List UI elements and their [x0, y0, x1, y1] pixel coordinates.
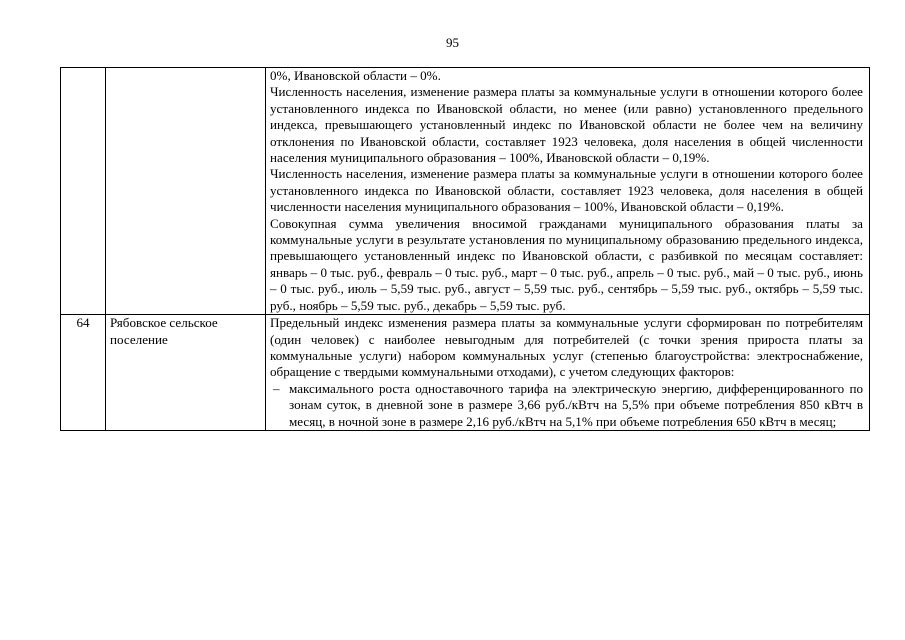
- municipality-name-cell: Рябовское сельское поселение: [106, 315, 266, 431]
- table-row: [61, 315, 870, 431]
- row-number-cell: [61, 68, 106, 315]
- paragraph: Численность населения, изменение размера платы за коммунальные услуги в отношении которого более установленного индекса по Ивановской области, составляет 1923 человека, доля населения в общей численности населения муниципального образования – 100%, Ивановской области – 0,19%.: [270, 166, 863, 215]
- table-row: [61, 68, 870, 315]
- paragraph: Численность населения, изменение размера платы за коммунальные услуги в отношении которого более установленного индекса по Ивановской области, но менее (или равно) установленного предельного индекса, превышающего установленный индекс по Ивановской области не более чем на величину отклонения по Ивановской области, составляет 1923 человека, доля населения в общей численности населения муниципального образования – 100%, Ивановской области – 0,19%.: [270, 84, 863, 166]
- list-item: [270, 381, 863, 430]
- paragraph: 0%, Ивановской области – 0%.: [270, 68, 441, 83]
- row-number-cell: 64: [61, 315, 106, 431]
- document-table: [60, 67, 870, 431]
- description-cell: [266, 315, 870, 431]
- paragraph: Предельный индекс изменения размера платы за коммунальные услуги сформирован по потребителям (один человек) с наиболее невыгодным для потребителей (с точки зрения прироста платы за коммунальные услуги) набором коммунальных услуг (степенью благоустройства: электроснабжение, обращение с твердыми коммунальными отходами), с учетом следующих факторов:: [270, 315, 863, 380]
- description-cell: [266, 68, 870, 315]
- municipality-name-cell: [106, 68, 266, 315]
- list-dash: –: [273, 380, 280, 396]
- list-item-text: максимального роста одноставочного тарифа на электрическую энергию, дифференцированного по зонам суток, в дневной зоне в размере 3,66 руб./кВтч на 5,5% при объеме потребления 850 кВтч в месяц, в ночной зоне в размере 2,16 руб./кВтч на 5,1% при объеме потребления 650 кВтч в месяц;: [289, 380, 863, 429]
- page-number: 95: [446, 35, 459, 50]
- paragraph: Совокупная сумма увеличения вносимой гражданами муниципального образования платы за коммунальные услуги в результате установления по муниципальному образованию предельного индекса, превышающего установленный индекс по Ивановской области, с разбивкой по месяцам составляет: январь – 0 тыс. руб., февраль – 0 тыс. руб., март – 0 тыс. руб., апрель – 0 тыс. руб., май – 0 тыс. руб., июнь – 0 тыс. руб., июль – 5,59 тыс. руб., август – 5,59 тыс. руб., сентябрь – 5,59 тыс. руб., октябрь – 5,59 тыс. руб., ноябрь – 5,59 тыс. руб., декабрь – 5,59 тыс. руб.: [270, 215, 863, 313]
